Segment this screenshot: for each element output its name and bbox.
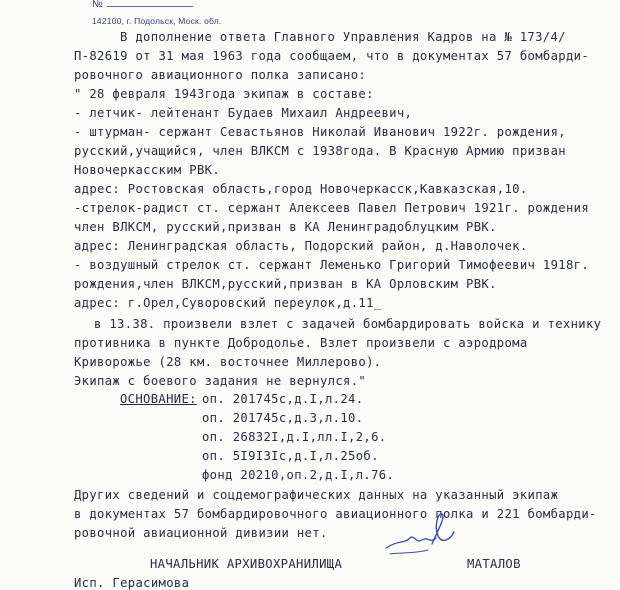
handwritten-signature [380,510,460,560]
closing-line: ровочной авиационной дивизии нет. [74,526,328,540]
body-line: " 28 февраля 1943года экипаж в составе: [74,87,374,101]
letterhead-address: 142100, г. Подольск, Моск. обл. [92,16,222,26]
signatory-name: МАТАЛОВ [467,557,521,571]
body-line: адрес: Ленинградская область, Подорский район, д.Наволочек. [74,239,528,253]
body-line: ровочного авиационного полка записано: [74,68,367,82]
executor-line: Исп. Герасимова [74,576,190,590]
number-blank [107,0,193,7]
body-line: адрес: г.Орел,Суворовский переулок,д.11_ [74,296,382,310]
signature-mark [380,510,460,560]
body-line: противника в пункте Добродолье. Взлет произвели с аэродрома [74,336,528,350]
body-line: член ВЛКСМ, русский,призван в КА Ленинградоблуцким РВК. [74,220,497,234]
signatory-title: НАЧАЛЬНИК АРХИВОХРАНИЛИЩА [150,557,343,571]
body-line: рождения,член ВЛКСМ,русский,призван в КА Орловским РВК. [74,277,497,291]
body-line: В дополнение ответа Главного Управления Кадров на № 173/4/ [120,30,566,44]
body-line: в 13.38. произвели взлет с задачей бомбардировать войска и технику [94,317,602,331]
number-prefix: № [92,0,103,10]
basis-ref: оп. 5I9I3Iс,д.I,л.25об. [202,449,379,463]
body-line: Экипаж с боевого задания не вернулся." [74,374,367,388]
body-line: - летчик- лейтенант Будаев Михаил Андреевич, [74,106,413,120]
body-line: Новочеркасским РВК. [74,163,221,177]
body-line: П-82619 от 31 мая 1963 года сообщаем, что в документах 57 бомбарди- [74,49,590,63]
basis-ref: оп. 201745с,д.3,л.10. [202,411,364,425]
basis-label: ОСНОВАНИЕ: [120,392,197,406]
basis-ref: оп. 201745с,д.I,л.24. [202,392,364,406]
basis-ref: оп. 26832I,д.I,лл.I,2,6. [202,430,387,444]
body-line: Криворожье (28 км. восточнее Миллерово). [74,355,382,369]
letter-number [92,0,272,10]
letterhead [92,0,272,28]
body-line: - воздушный стрелок ст. сержант Леменько Григорий Тимофеевич 1918г. [74,258,590,272]
body-line: русский,учащийся, член ВЛКСМ с 1938года. В Красную Армию призван [74,144,566,158]
body-line: -стрелок-радист ст. сержант Алексеев Павел Петрович 1921г. рождения [74,201,590,215]
body-line: адрес: Ростовская область,город Новочеркасск,Кавказская,10. [74,182,528,196]
basis-ref: фонд 20210,оп.2,д.I,л.76. [202,468,395,482]
closing-line: Других сведений и соцдемографических данных на указанный экипаж [74,488,559,502]
body-line: - штурман- сержант Севастьянов Николай Иванович 1922г. рождения, [74,125,566,139]
closing-line: в документах 57 бомбардировочного авиационного полка и 221 бомбарди- [74,507,597,521]
